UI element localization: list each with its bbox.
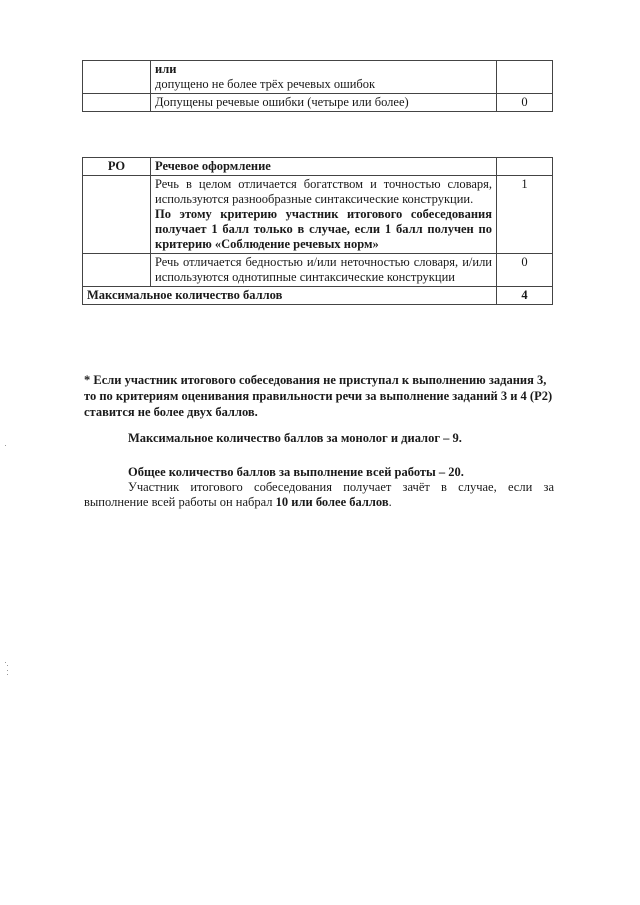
criterion-description-cell (151, 61, 497, 94)
scan-speck (7, 665, 8, 666)
criterion-note: По этому критерию участник итогового собеседования получает 1 балл только в случае, если 1 балл получен по критерию «Соблюдение речевых норм» (155, 207, 492, 251)
criterion-text: допущено не более трёх речевых ошибок (155, 77, 376, 91)
total-work-score: Общее количество баллов за выполнение всей работы – 20. (128, 465, 464, 479)
table-row (83, 94, 553, 112)
criterion-text: Речь в целом отличается богатством и точностью словаря, используются разнообразные синтаксические конструкции. (155, 177, 492, 206)
table-total-row (83, 287, 553, 305)
criterion-code-cell (83, 176, 151, 254)
score-cell (497, 158, 553, 176)
criterion-code-cell (83, 94, 151, 112)
scan-speck (5, 662, 6, 663)
score-cell: 1 (497, 176, 553, 254)
scan-speck (7, 670, 8, 671)
or-label: или (155, 62, 177, 76)
pass-rule (84, 480, 554, 510)
criterion-code-cell (83, 61, 151, 94)
pass-rule-text: Участник итогового собеседования получает зачёт в случае, если за выполнение всей работы он набрал (84, 480, 554, 509)
criterion-description-cell: Речь отличается бедностью и/или неточностью словаря, и/или используются однотипные синтаксические конструкции (151, 254, 497, 287)
scan-speck (7, 674, 8, 675)
criteria-table-continuation (82, 60, 553, 112)
table-header-row (83, 158, 553, 176)
table-row (83, 61, 553, 94)
max-monolog-dialog: Максимальное количество баллов за монолог и диалог – 9. (128, 431, 462, 445)
score-cell: 0 (497, 254, 553, 287)
total-label: Максимальное количество баллов (83, 287, 497, 305)
score-cell: 0 (497, 94, 553, 112)
footnote: * Если участник итогового собеседования не приступал к выполнению задания 3, то по критериям оценивания правильности речи за выполнение заданий 3 и 4 (Р2) ставится не более двух баллов. (84, 373, 553, 419)
table-row (83, 254, 553, 287)
criterion-title: Речевое оформление (151, 158, 497, 176)
criterion-code: РО (83, 158, 151, 176)
table-row (83, 176, 553, 254)
criterion-code-cell (83, 254, 151, 287)
criteria-table-ro (82, 157, 553, 305)
score-cell (497, 61, 553, 94)
pass-rule-end: . (388, 495, 392, 509)
criterion-description-cell: Допущены речевые ошибки (четыре или более) (151, 94, 497, 112)
total-score: 4 (497, 287, 553, 305)
pass-rule-threshold: 10 или более баллов (275, 495, 389, 509)
criterion-description-cell (151, 176, 497, 254)
scan-speck (5, 445, 6, 446)
